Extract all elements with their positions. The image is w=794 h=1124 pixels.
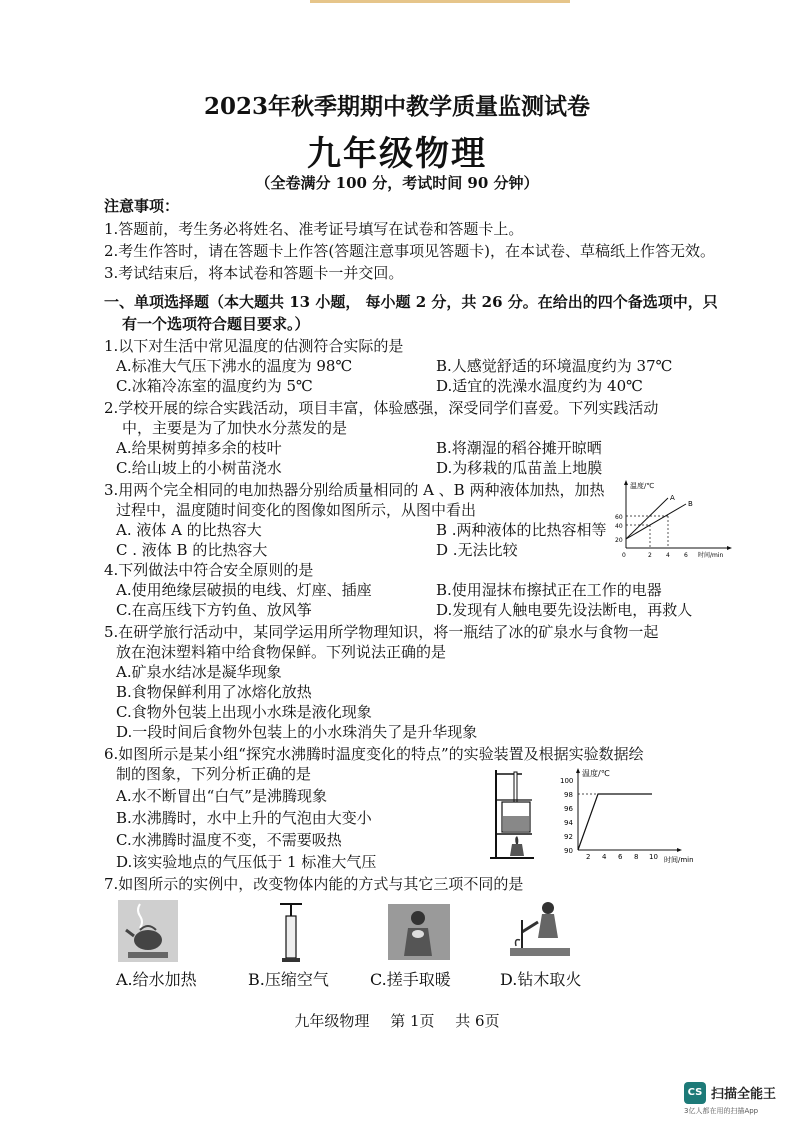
q6-y-tick-98: 98 <box>564 791 573 799</box>
person-head <box>542 902 554 914</box>
q6-y-tick-100: 100 <box>560 777 574 785</box>
q2-option-d: D.为移栽的瓜苗盖上地膜 <box>436 459 603 477</box>
exam-subtitle: （全卷满分 100 分，考试时间 90 分钟） <box>255 174 539 192</box>
q3-x-arrow <box>727 546 732 550</box>
water <box>503 816 529 831</box>
footer-total-pages: 共 6页 <box>455 1012 500 1030</box>
scanner-logo-icon: CS <box>684 1082 706 1104</box>
q3-line-b-label: B <box>688 500 693 508</box>
person-body <box>538 914 558 938</box>
q4-option-b: B.使用湿抹布擦拭正在工作的电器 <box>436 581 662 599</box>
q4-option-d: D.发现有人触电要先设法断电，再救人 <box>436 601 693 619</box>
q6-x-tick-8: 8 <box>634 853 639 861</box>
q4-option-c: C.在高压线下方钓鱼、放风筝 <box>116 601 312 619</box>
q3-y-label: 温度/℃ <box>630 482 655 490</box>
q3-y-arrow <box>624 480 628 485</box>
glass-cylinder <box>286 916 296 958</box>
q1-option-d: D.适宜的洗澡水温度约为 40℃ <box>436 377 643 395</box>
q3-x-tick-0: 0 <box>622 552 626 559</box>
exam-title: 2023年秋季期期中教学质量监测试卷 <box>203 93 590 120</box>
q2-option-a: A.给果树剪掉多余的枝叶 <box>116 439 282 457</box>
q7-option-d: D.钻木取火 <box>500 970 582 989</box>
hands <box>412 930 424 938</box>
scanner-app-name: 扫描全能王 <box>711 1087 777 1102</box>
q3-x-label: 时间/min <box>698 552 724 559</box>
q6-x-tick-6: 6 <box>618 853 623 861</box>
q6-x-tick-4: 4 <box>602 853 607 861</box>
q7-image-a-heating-kettle <box>118 900 178 962</box>
q7-option-b: B.压缩空气 <box>248 970 329 989</box>
q6-option-b: B.水沸腾时，水中上升的气泡由大变小 <box>116 809 372 827</box>
flame <box>515 836 518 844</box>
q5-option-c: C.食物外包装上出现小水珠是液化现象 <box>116 703 372 721</box>
q4-stem: 4.下列做法中符合安全原则的是 <box>104 561 314 579</box>
q2-stem-line2: 中，主要是为了加快水分蒸发的是 <box>122 419 348 437</box>
section1-heading-line2: 有一个选项符合题目要求。） <box>122 315 310 333</box>
person-head <box>411 911 425 925</box>
q1-option-a: A.标准大气压下沸水的温度为 98℃ <box>116 357 353 375</box>
q7-option-a: A.给水加热 <box>116 970 197 989</box>
q7-image-b-compress-air <box>276 898 306 964</box>
q5-option-d: D.一段时间后食物外包装上的小水珠消失了是升华现象 <box>116 723 478 741</box>
q6-x-label: 时间/min <box>664 856 694 864</box>
q3-y-tick-40: 40 <box>615 523 623 530</box>
q6-y-arrow <box>576 768 580 773</box>
cylinder-base <box>282 958 300 962</box>
stove <box>128 952 168 958</box>
q3-y-tick-20: 20 <box>615 537 623 544</box>
q3-x-tick-4: 4 <box>666 552 670 559</box>
kettle <box>134 930 162 950</box>
footer-page-number: 第 1页 <box>390 1012 435 1030</box>
footer-subject: 九年级物理 <box>294 1012 370 1030</box>
page-footer <box>0 1010 794 1031</box>
scanner-slogan: 3亿人都在用的扫描App <box>684 1107 759 1115</box>
q6-option-d: D.该实验地点的气压低于 1 标准大气压 <box>116 853 377 871</box>
q5-stem-line1: 5.在研学旅行活动中，某同学运用所学物理知识，将一瓶结了冰的矿泉水与食物一起 <box>104 623 659 641</box>
q3-option-a: A. 液体 A 的比热容大 <box>116 521 262 539</box>
q5-option-a: A.矿泉水结冰是凝华现象 <box>116 663 282 681</box>
q3-x-tick-2: 2 <box>648 552 652 559</box>
q6-boiling-apparatus <box>488 766 538 862</box>
q4-option-a: A.使用绝缘层破损的电线、灯座、插座 <box>116 581 372 599</box>
q3-temperature-graph <box>612 478 738 564</box>
q6-y-label: 温度/℃ <box>582 769 610 778</box>
q3-option-d: D .无法比较 <box>436 541 518 559</box>
q6-y-tick-90: 90 <box>564 847 573 855</box>
smoke <box>516 940 521 946</box>
q3-x-tick-6: 6 <box>684 552 688 559</box>
q7-stem: 7.如图所示的实例中，改变物体内能的方式与其它三项不同的是 <box>104 875 524 893</box>
q3-y-tick-60: 60 <box>615 514 623 521</box>
q7-image-d-drill-wood <box>508 898 574 962</box>
q3-stem-line1: 3.用两个完全相同的电加热器分别给质量相同的 A 、B 两种液体加热，加热 <box>104 481 605 499</box>
alcohol-lamp <box>510 844 524 856</box>
q2-stem-line1: 2.学校开展的综合实践活动，项目丰富，体验感强，深受同学们喜爱。下列实践活动 <box>104 399 659 417</box>
wood-board <box>510 948 570 956</box>
section1-heading-line1: 一、单项选择题（本大题共 13 小题， 每小题 2 分，共 26 分。在给出的四个备选项中，只 <box>104 293 718 311</box>
q7-image-c-rub-hands <box>388 904 450 960</box>
note-item-1: 1.答题前，考生务必将姓名、准考证号填写在试卷和答题卡上。 <box>104 220 524 238</box>
person-arm <box>522 922 538 932</box>
q6-option-c: C.水沸腾时温度不变，不需要吸热 <box>116 831 342 849</box>
note-item-2: 2.考生作答时，请在答题卡上作答(答题注意事项见答题卡)，在本试卷、草稿纸上作答无效。 <box>104 242 716 260</box>
q6-y-tick-96: 96 <box>564 805 573 813</box>
q3-option-b: B .两种液体的比热容相等 <box>436 521 607 539</box>
q6-temperature-curve <box>578 794 652 850</box>
q3-option-c: C . 液体 B 的比热容大 <box>116 541 268 559</box>
q6-x-tick-10: 10 <box>649 853 658 861</box>
q3-stem-line2: 过程中，温度随时间变化的图像如图所示，从图中看出 <box>116 501 477 519</box>
notes-heading: 注意事项： <box>104 197 180 215</box>
q1-stem: 1.以下对生活中常见温度的估测符合实际的是 <box>104 337 404 355</box>
q2-option-c: C.给山坡上的小树苗浇水 <box>116 459 282 477</box>
q1-option-b: B.人感觉舒适的环境温度约为 37℃ <box>436 357 673 375</box>
q6-y-tick-94: 94 <box>564 819 573 827</box>
q6-option-a: A.水不断冒出“白气”是沸腾现象 <box>116 787 327 805</box>
q6-stem-line2: 制的图象，下列分析正确的是 <box>116 765 312 783</box>
q5-option-b: B.食物保鲜利用了冰熔化放热 <box>116 683 312 701</box>
scan-edge-mark <box>310 0 570 3</box>
q6-x-tick-2: 2 <box>586 853 591 861</box>
q7-option-c: C.搓手取暖 <box>370 970 451 989</box>
q2-option-b: B.将潮湿的稻谷摊开晾晒 <box>436 439 602 457</box>
note-item-3: 3.考试结束后，将本试卷和答题卡一并交回。 <box>104 264 404 282</box>
exam-subject: 九年级物理 <box>307 134 487 174</box>
q1-option-c: C.冰箱冷冻室的温度约为 5℃ <box>116 377 313 395</box>
q6-stem-line1: 6.如图所示是某小组“探究水沸腾时温度变化的特点”的实验装置及根据实验数据绘 <box>104 745 644 763</box>
q6-x-arrow <box>677 848 682 852</box>
q6-y-tick-92: 92 <box>564 833 573 841</box>
q6-boiling-graph <box>552 766 712 864</box>
q5-stem-line2: 放在泡沫塑料箱中给食物保鲜。下列说法正确的是 <box>116 643 447 661</box>
q3-line-a-label: A <box>670 494 675 502</box>
